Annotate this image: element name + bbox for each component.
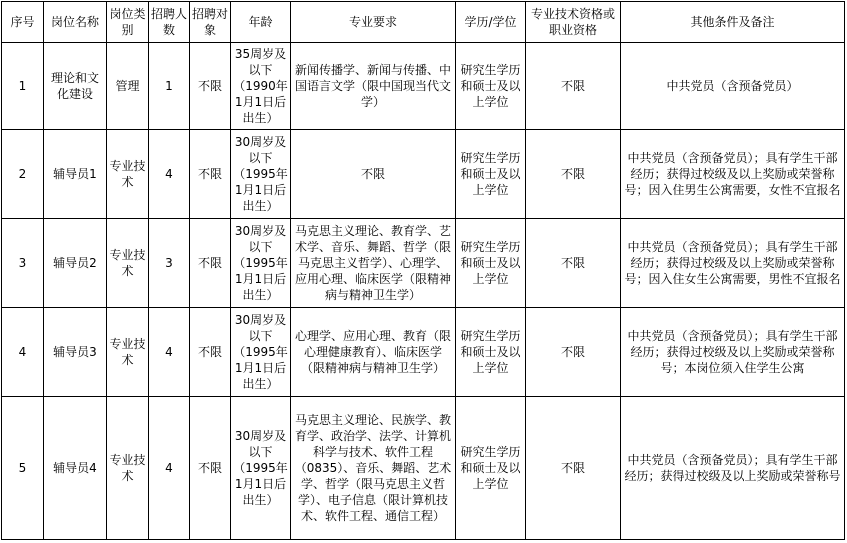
cell-count: 4 xyxy=(149,397,190,540)
header-seq: 序号 xyxy=(2,2,44,43)
cell-qualification: 不限 xyxy=(526,218,621,307)
cell-major: 马克思主义理论、教育学、艺术学、音乐、舞蹈、哲学（限马克思主义哲学）、心理学、应用心理、临床医学（限精神病与精神卫生学） xyxy=(291,218,456,307)
header-row xyxy=(2,2,845,43)
cell-notes: 中共党员（含预备党员）；具有学生干部经历；获得过校级及以上奖励或荣誉称号；因入住女生公寓需要，男性不宜报名 xyxy=(621,218,845,307)
cell-major: 不限 xyxy=(291,130,456,218)
cell-degree: 研究生学历和硕士及以上学位 xyxy=(456,43,526,130)
cell-major: 马克思主义理论、民族学、教育学、政治学、法学、计算机科学与技术、软件工程（0835）、音乐、舞蹈、艺术学、哲学（限马克思主义哲学）、电子信息（限计算机技术、软件工程、通信工程） xyxy=(291,397,456,540)
header-degree: 学历/学位 xyxy=(456,2,526,43)
cell-category: 专业技术 xyxy=(107,130,149,218)
table-row xyxy=(2,218,845,307)
cell-qualification: 不限 xyxy=(526,43,621,130)
cell-degree: 研究生学历和硕士及以上学位 xyxy=(456,308,526,397)
cell-major: 新闻传播学、新闻与传播、中国语言文学（限中国现当代文学） xyxy=(291,43,456,130)
header-position: 岗位名称 xyxy=(44,2,107,43)
cell-notes: 中共党员（含预备党员） xyxy=(621,43,845,130)
cell-notes: 中共党员（含预备党员）；具有学生干部经历；获得过校级及以上奖励或荣誉称号；因入住男生公寓需要，女性不宜报名 xyxy=(621,130,845,218)
header-notes: 其他条件及备注 xyxy=(621,2,845,43)
cell-position: 辅导员1 xyxy=(44,130,107,218)
cell-degree: 研究生学历和硕士及以上学位 xyxy=(456,130,526,218)
cell-seq: 3 xyxy=(2,218,44,307)
recruitment-table xyxy=(1,1,845,540)
cell-age: 30周岁及以下（1995年1月1日后出生） xyxy=(231,308,291,397)
cell-count: 3 xyxy=(149,218,190,307)
cell-category: 管理 xyxy=(107,43,149,130)
header-target: 招聘对象 xyxy=(190,2,231,43)
header-category: 岗位类别 xyxy=(107,2,149,43)
cell-position: 理论和文化建设 xyxy=(44,43,107,130)
cell-target: 不限 xyxy=(190,130,231,218)
cell-position: 辅导员3 xyxy=(44,308,107,397)
cell-target: 不限 xyxy=(190,43,231,130)
cell-age: 35周岁及以下（1990年1月1日后出生） xyxy=(231,43,291,130)
cell-age: 30周岁及以下（1995年1月1日后出生） xyxy=(231,397,291,540)
cell-qualification: 不限 xyxy=(526,308,621,397)
cell-notes: 中共党员（含预备党员）；具有学生干部经历；获得过校级及以上奖励或荣誉称号；本岗位须入住学生公寓 xyxy=(621,308,845,397)
table-row xyxy=(2,130,845,218)
cell-seq: 1 xyxy=(2,43,44,130)
cell-category: 专业技术 xyxy=(107,218,149,307)
cell-qualification: 不限 xyxy=(526,397,621,540)
cell-seq: 4 xyxy=(2,308,44,397)
cell-degree: 研究生学历和硕士及以上学位 xyxy=(456,218,526,307)
cell-position: 辅导员2 xyxy=(44,218,107,307)
cell-degree: 研究生学历和硕士及以上学位 xyxy=(456,397,526,540)
header-qualification: 专业技术资格或职业资格 xyxy=(526,2,621,43)
cell-target: 不限 xyxy=(190,397,231,540)
cell-target: 不限 xyxy=(190,218,231,307)
cell-age: 30周岁及以下（1995年1月1日后出生） xyxy=(231,130,291,218)
cell-category: 专业技术 xyxy=(107,308,149,397)
cell-notes: 中共党员（含预备党员）；具有学生干部经历；获得过校级及以上奖励或荣誉称号 xyxy=(621,397,845,540)
table-row xyxy=(2,308,845,397)
cell-category: 专业技术 xyxy=(107,397,149,540)
header-major: 专业要求 xyxy=(291,2,456,43)
table-row xyxy=(2,397,845,540)
cell-age: 30周岁及以下（1995年1月1日后出生） xyxy=(231,218,291,307)
cell-seq: 5 xyxy=(2,397,44,540)
cell-qualification: 不限 xyxy=(526,130,621,218)
cell-count: 1 xyxy=(149,43,190,130)
cell-position: 辅导员4 xyxy=(44,397,107,540)
cell-target: 不限 xyxy=(190,308,231,397)
cell-seq: 2 xyxy=(2,130,44,218)
header-age: 年龄 xyxy=(231,2,291,43)
cell-count: 4 xyxy=(149,130,190,218)
header-count: 招聘人数 xyxy=(149,2,190,43)
cell-count: 4 xyxy=(149,308,190,397)
cell-major: 心理学、应用心理、教育（限心理健康教育）、临床医学（限精神病与精神卫生学） xyxy=(291,308,456,397)
table-row xyxy=(2,43,845,130)
